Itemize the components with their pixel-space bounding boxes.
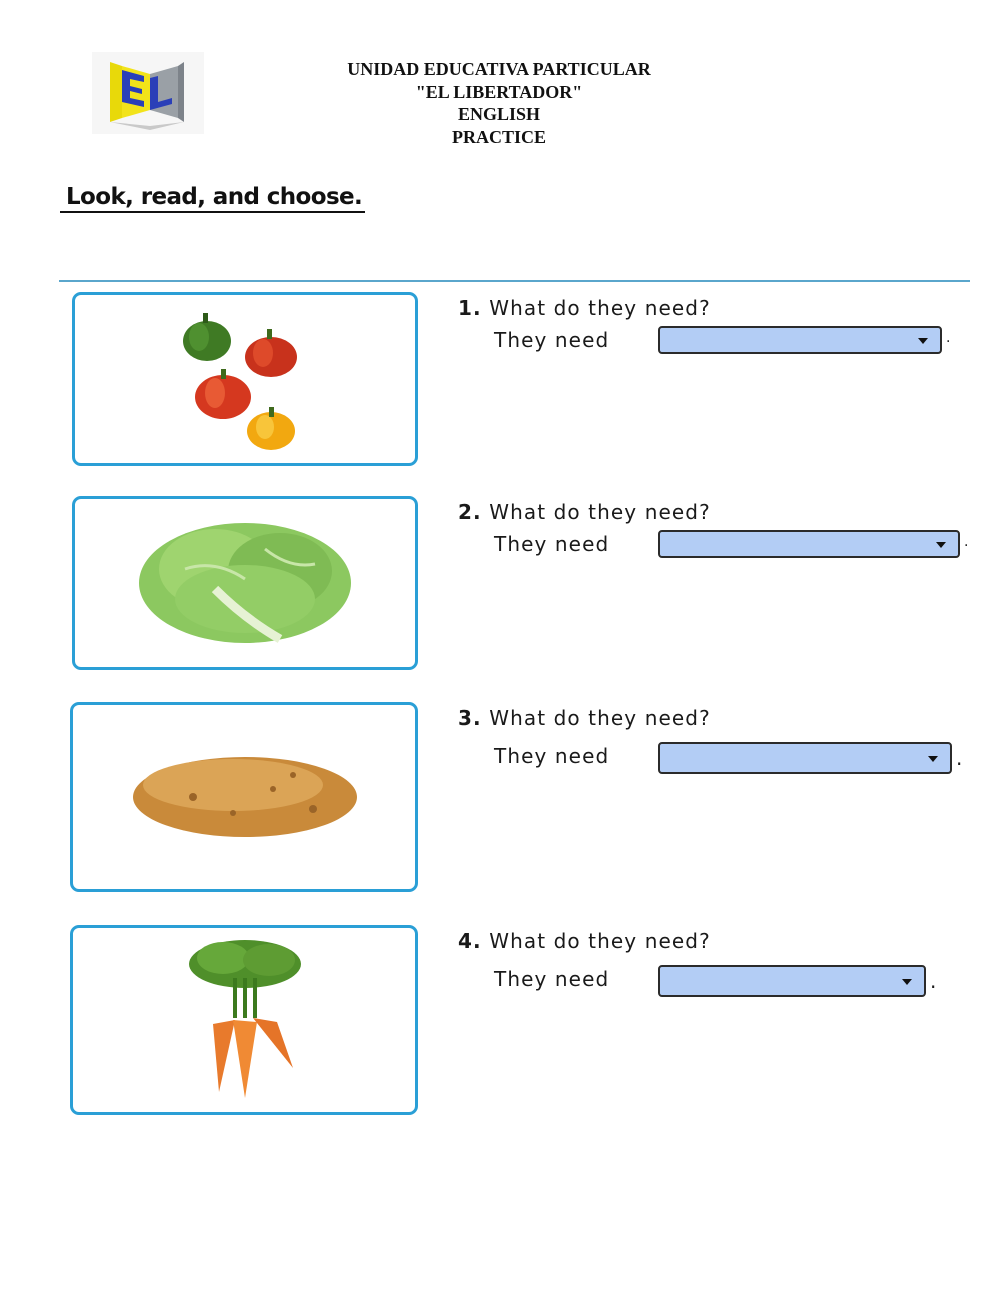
question-3: [458, 706, 964, 776]
carrots-image: [73, 928, 415, 1112]
question-number: 4.: [458, 929, 482, 953]
school-header: [0, 58, 1000, 148]
question-text: What do they need?: [489, 296, 711, 320]
dropdown-arrow-icon: [902, 979, 912, 985]
header-line-1: UNIDAD EDUCATIVA PARTICULAR: [347, 59, 651, 79]
potato-image: [73, 705, 415, 889]
answer-dropdown-4[interactable]: [658, 965, 926, 997]
question-2: [458, 500, 970, 564]
divider-line: [59, 280, 970, 282]
answer-prefix: They need: [494, 967, 610, 991]
question-1: [458, 296, 952, 360]
answer-dropdown-3[interactable]: [658, 742, 952, 774]
question-text: What do they need?: [489, 500, 711, 524]
question-text: What do they need?: [489, 929, 711, 953]
image-card-potato: [70, 702, 418, 892]
dropdown-arrow-icon: [918, 338, 928, 344]
sentence-period: .: [964, 534, 970, 550]
dropdown-arrow-icon: [936, 542, 946, 548]
image-card-peppers: [72, 292, 418, 466]
image-card-lettuce: [72, 496, 418, 670]
answer-dropdown-2[interactable]: [658, 530, 960, 558]
question-text: What do they need?: [489, 706, 711, 730]
sentence-period: .: [930, 969, 938, 993]
image-card-carrots: [70, 925, 418, 1115]
header-line-4: PRACTICE: [451, 126, 546, 147]
answer-prefix: They need: [494, 744, 610, 768]
bell-peppers-image: [75, 295, 415, 463]
answer-prefix: They need: [494, 532, 610, 556]
instruction-title: Look, read, and choose.: [60, 184, 365, 213]
answer-dropdown-1[interactable]: [658, 326, 942, 354]
question-number: 3.: [458, 706, 482, 730]
sentence-period: .: [946, 330, 952, 346]
header-line-2: "EL LIBERTADOR": [415, 81, 583, 102]
header-line-3: ENGLISH: [457, 104, 541, 124]
question-number: 2.: [458, 500, 482, 524]
dropdown-arrow-icon: [928, 756, 938, 762]
question-number: 1.: [458, 296, 482, 320]
answer-prefix: They need: [494, 328, 610, 352]
sentence-period: .: [956, 746, 964, 770]
question-4: [458, 929, 938, 999]
lettuce-image: [75, 499, 415, 667]
